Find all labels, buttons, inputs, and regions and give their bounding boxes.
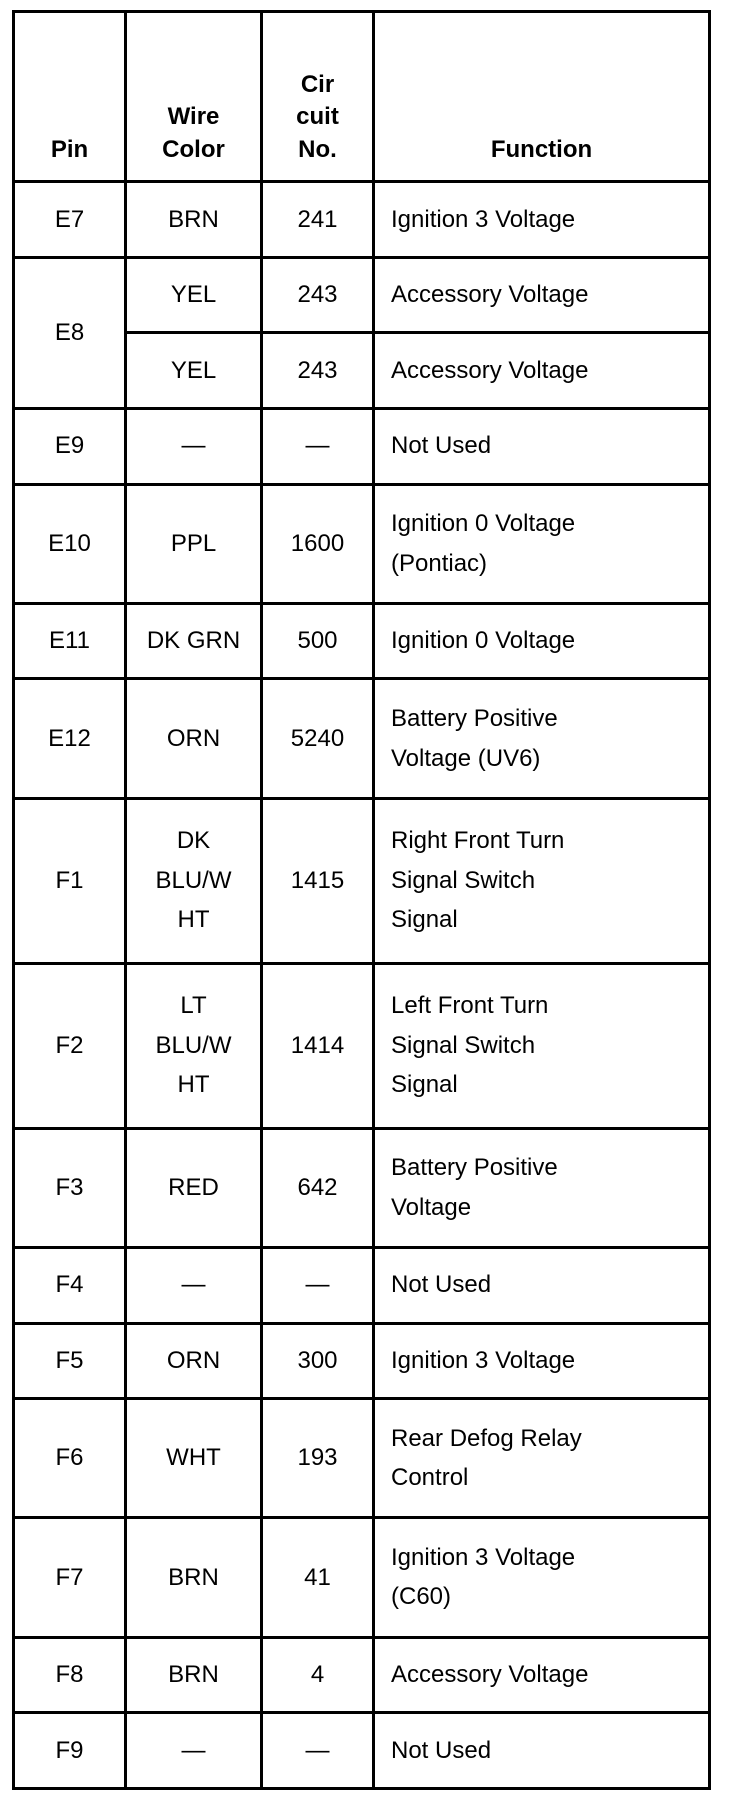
function-cell bbox=[374, 1713, 710, 1789]
circuit-cell bbox=[262, 798, 374, 963]
function-text: Voltage (UV6) bbox=[391, 744, 541, 772]
pin-cell bbox=[14, 257, 126, 408]
circuit-text: 1415 bbox=[290, 866, 345, 894]
wire-color-cell bbox=[126, 963, 262, 1128]
wire-color-cell bbox=[126, 1713, 262, 1789]
table-row bbox=[14, 257, 710, 333]
pin-text: E12 bbox=[48, 724, 91, 752]
circuit-cell bbox=[262, 257, 374, 333]
function-cell bbox=[374, 798, 710, 963]
function-text: Left Front Turn bbox=[391, 992, 549, 1020]
circuit-cell bbox=[262, 1637, 374, 1713]
header-pin bbox=[14, 12, 126, 182]
function-text: Ignition 3 Voltage bbox=[391, 1543, 576, 1571]
circuit-text: 300 bbox=[297, 1347, 338, 1375]
circuit-cell bbox=[262, 182, 374, 258]
function-cell bbox=[374, 1399, 710, 1518]
pin-text: F8 bbox=[55, 1661, 84, 1689]
header-wire-color bbox=[126, 12, 262, 182]
circuit-text: 243 bbox=[297, 281, 338, 309]
header-circuit-no bbox=[262, 12, 374, 182]
pin-cell bbox=[14, 1323, 126, 1399]
circuit-text: 243 bbox=[297, 356, 338, 384]
circuit-text: 5240 bbox=[290, 724, 345, 752]
wire-color-text: WHT bbox=[166, 1444, 221, 1472]
pin-text: E9 bbox=[54, 432, 85, 460]
wire-color-cell bbox=[126, 1128, 262, 1247]
pin-cell bbox=[14, 182, 126, 258]
header-pin-text: Pin bbox=[50, 135, 89, 163]
pin-cell bbox=[14, 1399, 126, 1518]
function-cell bbox=[374, 408, 710, 484]
header-function-text: Function bbox=[490, 135, 593, 163]
circuit-text: 241 bbox=[297, 205, 338, 233]
function-cell bbox=[374, 1518, 710, 1637]
function-text: Right Front Turn bbox=[391, 827, 565, 855]
circuit-cell bbox=[262, 1128, 374, 1247]
circuit-text: 1600 bbox=[290, 529, 345, 557]
circuit-cell bbox=[262, 1713, 374, 1789]
function-cell bbox=[374, 603, 710, 679]
table-row bbox=[14, 1637, 710, 1713]
circuit-text: 1414 bbox=[290, 1031, 345, 1059]
table-row bbox=[14, 1713, 710, 1789]
pin-cell bbox=[14, 1518, 126, 1637]
table-row bbox=[14, 963, 710, 1128]
circuit-cell bbox=[262, 679, 374, 798]
circuit-text: 4 bbox=[310, 1661, 325, 1689]
pin-cell bbox=[14, 963, 126, 1128]
header-circuit-line: cuit bbox=[296, 103, 339, 131]
pin-text: F5 bbox=[55, 1347, 84, 1375]
circuit-text: — bbox=[305, 432, 330, 460]
function-text: Not Used bbox=[391, 1271, 492, 1299]
circuit-text: — bbox=[305, 1271, 330, 1299]
function-cell bbox=[374, 963, 710, 1128]
table-row bbox=[14, 1323, 710, 1399]
wire-color-cell bbox=[126, 484, 262, 603]
pin-text: E8 bbox=[54, 318, 85, 346]
function-cell bbox=[374, 333, 710, 409]
pin-text: E11 bbox=[49, 627, 90, 655]
table-row bbox=[14, 1128, 710, 1247]
header-circuit-line: No. bbox=[298, 135, 337, 163]
pin-text: E7 bbox=[54, 205, 85, 233]
function-text: Rear Defog Relay bbox=[391, 1424, 582, 1452]
wire-color-text: BLU/W bbox=[155, 866, 232, 894]
table-row bbox=[14, 182, 710, 258]
wire-color-cell bbox=[126, 603, 262, 679]
header-row bbox=[14, 12, 710, 182]
pin-cell bbox=[14, 408, 126, 484]
function-cell bbox=[374, 1247, 710, 1323]
wire-color-cell bbox=[126, 1399, 262, 1518]
wire-color-text: HT bbox=[177, 906, 210, 934]
function-text: Battery Positive bbox=[391, 1154, 558, 1182]
header-circuit-line: Cir bbox=[300, 70, 335, 98]
circuit-text: 642 bbox=[297, 1174, 338, 1201]
table-row bbox=[14, 679, 710, 798]
table-row bbox=[14, 603, 710, 679]
circuit-cell bbox=[262, 1323, 374, 1399]
wire-color-cell bbox=[126, 408, 262, 484]
table-row bbox=[14, 1518, 710, 1637]
function-text: Accessory Voltage bbox=[391, 281, 589, 309]
function-cell bbox=[374, 257, 710, 333]
wire-color-text: RED bbox=[168, 1174, 219, 1201]
pin-cell bbox=[14, 1637, 126, 1713]
function-cell bbox=[374, 484, 710, 603]
pin-text: F7 bbox=[55, 1563, 84, 1591]
circuit-cell bbox=[262, 603, 374, 679]
function-text: Not Used bbox=[391, 1736, 492, 1764]
function-text: Accessory Voltage bbox=[391, 1661, 589, 1689]
function-text: Signal Switch bbox=[391, 866, 536, 894]
wire-color-text: BRN bbox=[168, 1563, 219, 1591]
circuit-cell bbox=[262, 408, 374, 484]
function-cell bbox=[374, 1128, 710, 1247]
wire-color-cell bbox=[126, 798, 262, 963]
wire-color-text: DK GRN bbox=[146, 627, 241, 655]
wire-color-cell bbox=[126, 1637, 262, 1713]
circuit-text: 41 bbox=[304, 1563, 331, 1591]
function-text: Signal bbox=[391, 1071, 458, 1099]
table-body bbox=[14, 182, 710, 1789]
wire-color-text: HT bbox=[177, 1071, 210, 1099]
circuit-text: — bbox=[305, 1736, 330, 1764]
wire-color-text: BRN bbox=[168, 205, 219, 233]
wire-color-text: ORN bbox=[166, 1347, 221, 1375]
circuit-cell bbox=[262, 333, 374, 409]
connector-pin-table bbox=[12, 10, 711, 1790]
wire-color-text: YEL bbox=[170, 281, 217, 309]
wire-color-cell bbox=[126, 1323, 262, 1399]
pin-cell bbox=[14, 1713, 126, 1789]
circuit-cell bbox=[262, 1399, 374, 1518]
wire-color-text: PPL bbox=[170, 529, 217, 557]
wire-color-cell bbox=[126, 182, 262, 258]
pin-text: F2 bbox=[55, 1031, 84, 1059]
pin-cell bbox=[14, 679, 126, 798]
wire-color-text: — bbox=[181, 1736, 206, 1764]
function-text: Ignition 3 Voltage bbox=[391, 1347, 576, 1375]
wire-color-cell bbox=[126, 257, 262, 333]
function-text: Not Used bbox=[391, 432, 492, 460]
header-wire-color-line: Color bbox=[162, 135, 225, 163]
function-text: Ignition 0 Voltage bbox=[391, 627, 576, 655]
wire-color-text: YEL bbox=[170, 356, 217, 384]
wire-color-text: BRN bbox=[168, 1661, 219, 1689]
pin-cell bbox=[14, 798, 126, 963]
circuit-cell bbox=[262, 1518, 374, 1637]
function-cell bbox=[374, 182, 710, 258]
pin-text: E10 bbox=[48, 529, 91, 557]
circuit-text: 500 bbox=[297, 627, 338, 655]
wire-color-text: — bbox=[181, 1271, 206, 1299]
pin-text: F9 bbox=[55, 1736, 84, 1764]
header-function bbox=[374, 12, 710, 182]
pin-text: F1 bbox=[55, 866, 84, 894]
wire-color-cell bbox=[126, 679, 262, 798]
function-text: (C60) bbox=[391, 1583, 452, 1611]
pin-cell bbox=[14, 1247, 126, 1323]
pin-text: F3 bbox=[55, 1174, 84, 1201]
table-row bbox=[14, 408, 710, 484]
table-row bbox=[14, 798, 710, 963]
circuit-cell bbox=[262, 1247, 374, 1323]
circuit-cell bbox=[262, 484, 374, 603]
circuit-text: 193 bbox=[297, 1444, 338, 1472]
function-cell bbox=[374, 1637, 710, 1713]
wire-color-text: BLU/W bbox=[155, 1031, 232, 1059]
pin-text: F6 bbox=[55, 1444, 84, 1472]
function-text: Signal bbox=[391, 906, 458, 934]
function-text: Battery Positive bbox=[391, 704, 558, 732]
wire-color-text: LT bbox=[180, 992, 207, 1020]
function-text: Voltage bbox=[391, 1193, 472, 1221]
pin-cell bbox=[14, 1128, 126, 1247]
header-wire-color-line: Wire bbox=[167, 103, 220, 131]
table-row bbox=[14, 1247, 710, 1323]
function-cell bbox=[374, 679, 710, 798]
wire-color-cell bbox=[126, 1247, 262, 1323]
pin-text: F4 bbox=[55, 1271, 84, 1299]
function-text: Ignition 0 Voltage bbox=[391, 510, 576, 538]
function-cell bbox=[374, 1323, 710, 1399]
function-text: Signal Switch bbox=[391, 1031, 536, 1059]
wire-color-cell bbox=[126, 333, 262, 409]
pin-cell bbox=[14, 484, 126, 603]
pin-cell bbox=[14, 603, 126, 679]
table-row bbox=[14, 1399, 710, 1518]
function-text: (Pontiac) bbox=[391, 549, 488, 577]
table-row bbox=[14, 484, 710, 603]
wire-color-text: — bbox=[181, 432, 206, 460]
wire-color-text: ORN bbox=[166, 724, 221, 752]
function-text: Control bbox=[391, 1464, 469, 1492]
circuit-cell bbox=[262, 963, 374, 1128]
function-text: Ignition 3 Voltage bbox=[391, 205, 576, 233]
wire-color-cell bbox=[126, 1518, 262, 1637]
function-text: Accessory Voltage bbox=[391, 356, 589, 384]
wire-color-text: DK bbox=[176, 827, 211, 855]
